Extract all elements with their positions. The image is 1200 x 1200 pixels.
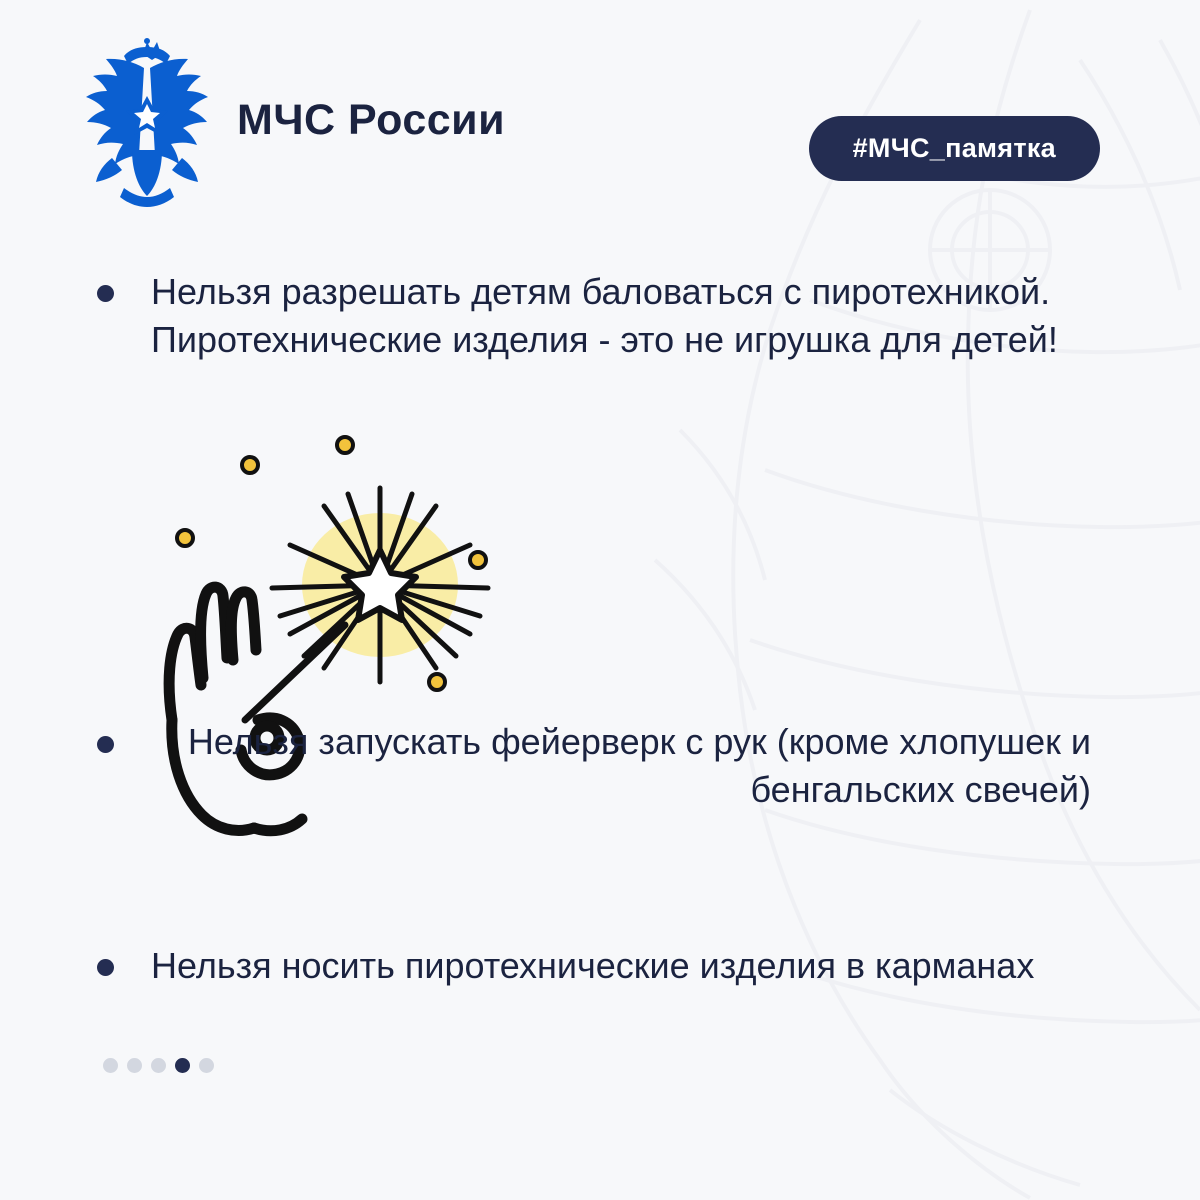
brand-title: МЧС России — [237, 96, 506, 144]
poster-header — [72, 38, 1128, 218]
bullet-text: Нельзя запускать фейерверк с рук (кроме хлопушек и бенгальских свечей) — [187, 721, 1091, 811]
pagination-dot-4[interactable] — [175, 1058, 190, 1073]
bullet-item-children — [97, 268, 1117, 364]
bullet-text: Нельзя носить пиротехнические изделия в карманах — [151, 945, 1035, 986]
bullet-dot-icon — [97, 285, 114, 302]
hashtag-badge: #МЧС_памятка — [809, 116, 1100, 181]
bullet-dot-icon — [97, 736, 114, 753]
pagination-dot-5[interactable] — [199, 1058, 214, 1073]
bullet-item-hands — [97, 718, 1117, 814]
bullet-item-pockets — [97, 942, 1117, 990]
carousel-pagination[interactable] — [103, 1058, 214, 1073]
bullet-dot-icon — [97, 959, 114, 976]
pagination-dot-3[interactable] — [151, 1058, 166, 1073]
pagination-dot-2[interactable] — [127, 1058, 142, 1073]
mchs-eagle-emblem-icon — [72, 38, 222, 218]
pagination-dot-1[interactable] — [103, 1058, 118, 1073]
bullet-text: Нельзя разрешать детям баловаться с пиротехникой. Пиротехнические изделия - это не игрушка для детей! — [151, 271, 1058, 361]
